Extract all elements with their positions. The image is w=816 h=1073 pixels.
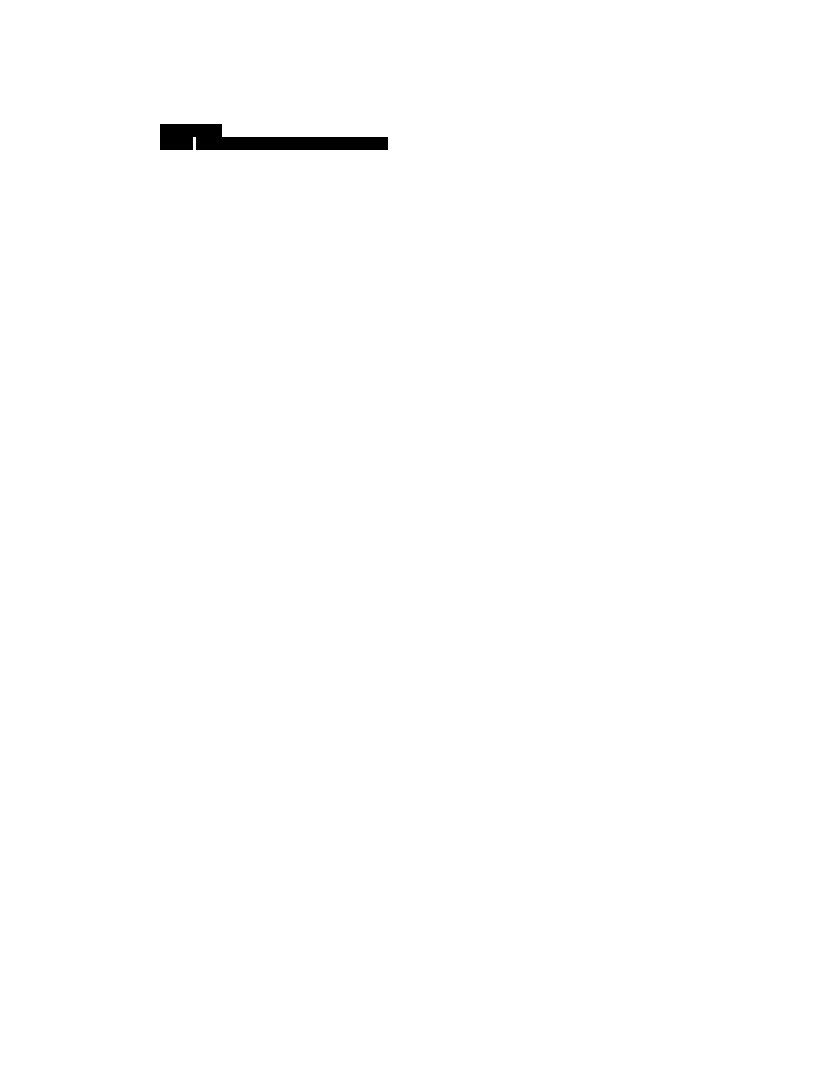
redaction	[196, 137, 236, 150]
redaction	[160, 124, 222, 137]
redaction	[236, 137, 388, 150]
redaction	[160, 137, 193, 150]
